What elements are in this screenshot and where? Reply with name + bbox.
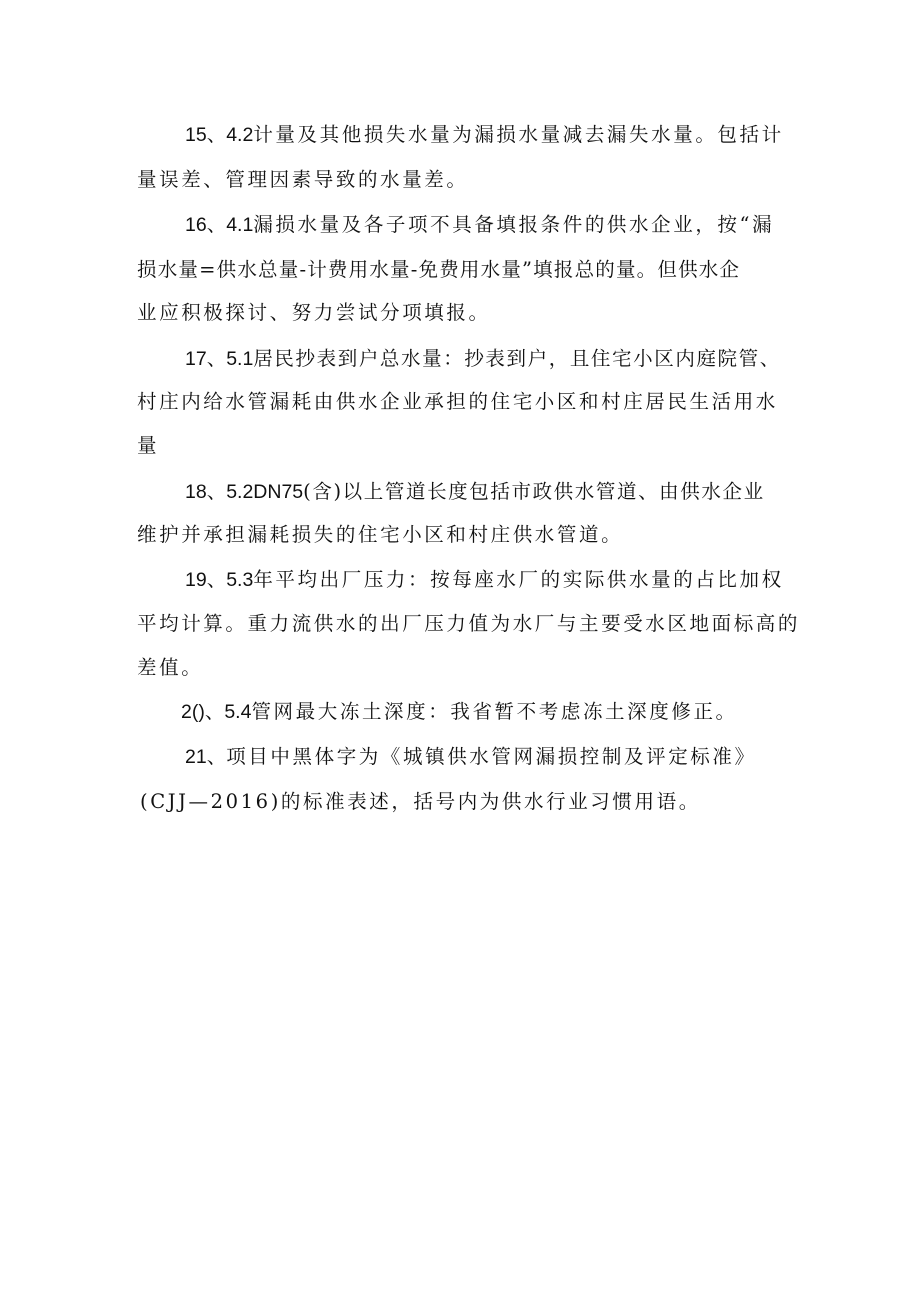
- item-number: 21、: [185, 746, 227, 768]
- line-text: 计量及其他损失水量为漏损水量减去漏失水量。包括计: [253, 123, 784, 146]
- line-text: (含)以上管道长度包括市政供水管道、由供水企业: [303, 480, 765, 503]
- item-number: 18、5.2DN75: [185, 481, 304, 503]
- paragraph-line: [181, 699, 738, 725]
- paragraph-line: 平均计算。重力流供水的出厂压力值为水厂与主要受水区地面标高的: [137, 612, 801, 635]
- paragraph-line: 量: [137, 434, 160, 457]
- paragraph-line: 维护并承担漏耗损失的住宅小区和村庄供水管道。: [137, 523, 624, 546]
- paragraph-line: (CJJ—2016)的标准表述，括号内为供水行业习惯用语。: [140, 790, 701, 813]
- paragraph-line: 业应积极探讨、努力尝试分项填报。: [137, 301, 491, 324]
- paragraph-line: [185, 346, 781, 372]
- paragraph-line: [185, 122, 784, 148]
- line-text: 居民抄表到户总水量：抄表到户，且住宅小区内庭院管、: [253, 347, 781, 370]
- paragraph-line: [185, 567, 784, 593]
- paragraph-line: [185, 744, 757, 770]
- line-text: 年平均出厂压力：按每座水厂的实际供水量的占比加权: [253, 568, 784, 591]
- paragraph-line: 损水量=供水总量-计费用水量-免费用水量”填报总的量。但供水企: [137, 258, 741, 281]
- item-number: 15、4.2: [185, 124, 254, 146]
- item-number: 17、5.1: [185, 348, 254, 370]
- paragraph-line: [185, 212, 774, 238]
- line-text: 管网最大冻土深度：我省暂不考虑冻土深度修正。: [251, 700, 738, 723]
- line-text: 项目中黑体字为《城镇供水管网漏损控制及评定标准》: [226, 745, 757, 768]
- line-text: 漏损水量及各子项不具备填报条件的供水企业，按“漏: [253, 213, 775, 236]
- item-number: 2()、5.4: [181, 701, 252, 723]
- paragraph-line: 村庄内给水管漏耗由供水企业承担的住宅小区和村庄居民生活用水: [137, 390, 778, 413]
- paragraph-line: [185, 479, 765, 505]
- item-number: 19、5.3: [185, 569, 254, 591]
- item-number: 16、4.1: [185, 214, 254, 236]
- paragraph-line: 量误差、管理因素导致的水量差。: [137, 168, 469, 191]
- paragraph-line: 差值。: [137, 656, 204, 679]
